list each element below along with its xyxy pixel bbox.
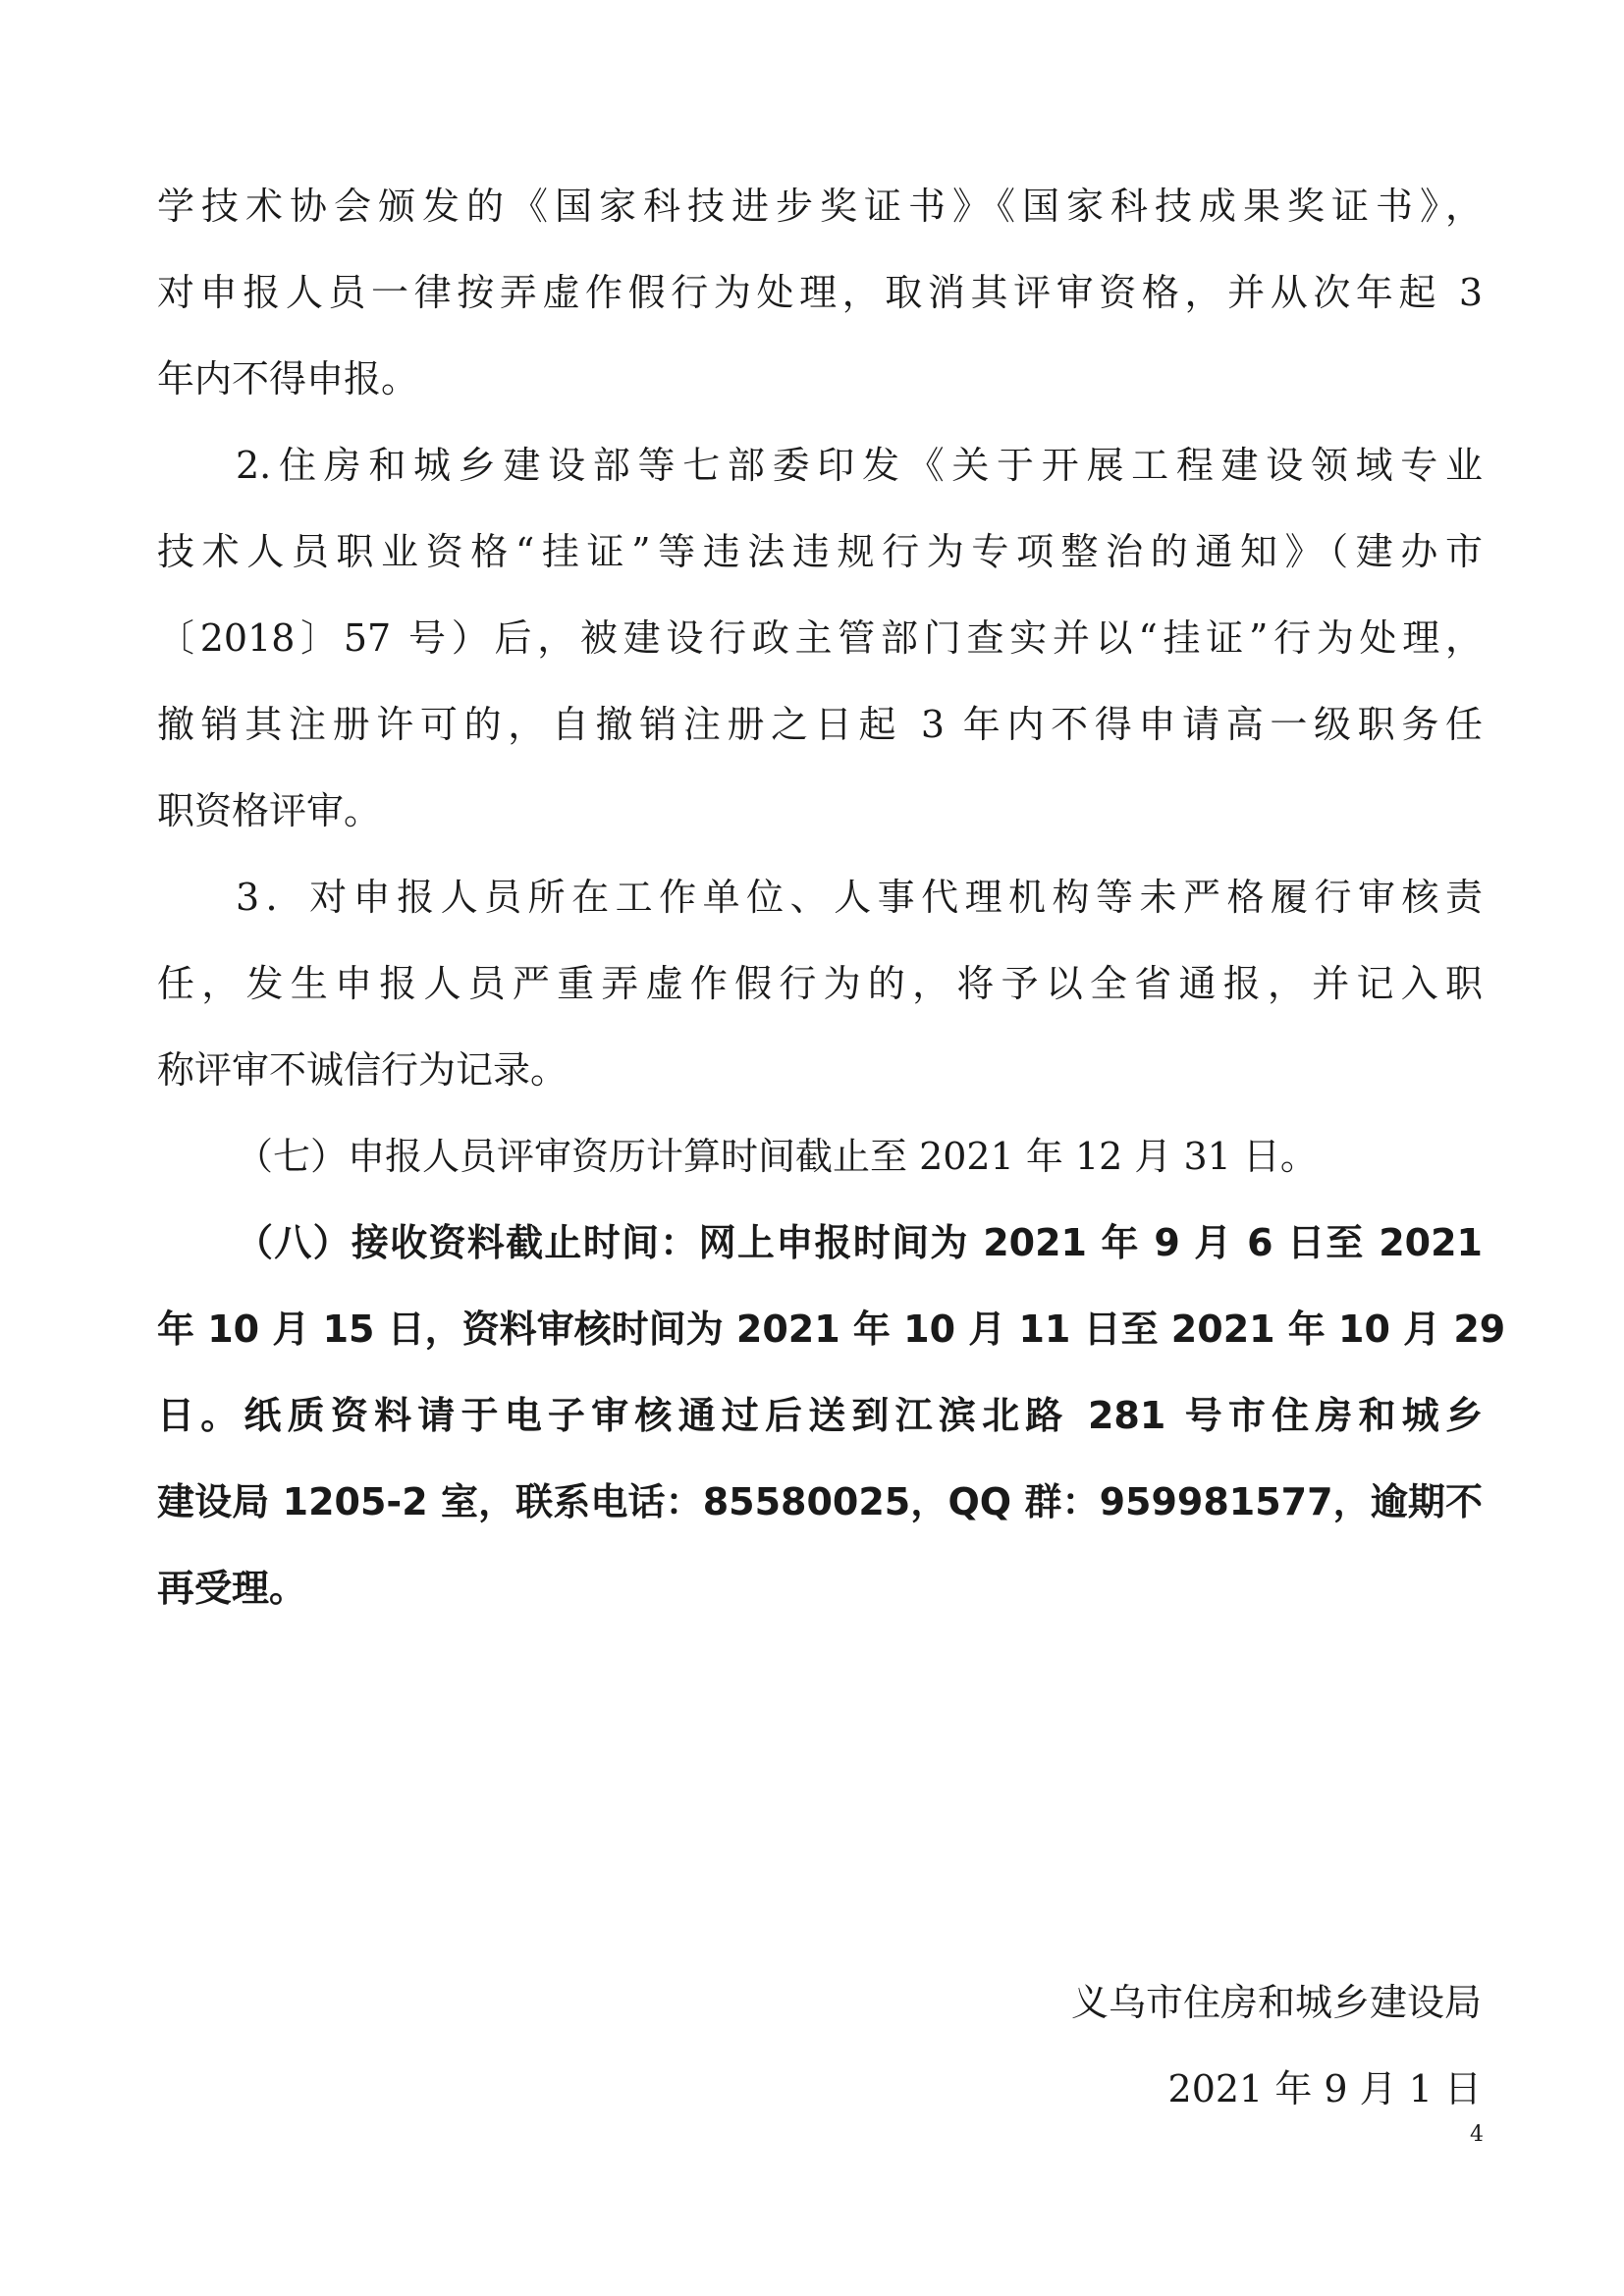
page-number: 4 — [1470, 2122, 1484, 2147]
paragraph-line: 〔2018〕57 号）后，被建设行政主管部门查实并以“挂证”行为处理， — [157, 616, 1483, 660]
paragraph-line: 学技术协会颁发的《国家科技进步奖证书》《国家科技成果奖证书》， — [157, 185, 1483, 228]
paragraph-line: 年内不得申报。 — [157, 357, 419, 400]
signature-date: 2021 年 9 月 1 日 — [1167, 2067, 1482, 2110]
paragraph-line-bold: （八）接收资料截止时间：网上申报时间为 2021 年 9 月 6 日至 2021 — [236, 1221, 1483, 1264]
paragraph-line: 2.住房和城乡建设部等七部委印发《关于开展工程建设领域专业 — [236, 444, 1483, 487]
paragraph-line-bold: 建设局 1205-2 室，联系电话：85580025，QQ 群：959981577，逾期不 — [157, 1480, 1483, 1523]
paragraph-line: 任，发生申报人员严重弄虚作假行为的，将予以全省通报，并记入职 — [157, 962, 1483, 1005]
paragraph-line: （七）申报人员评审资历计算时间截止至 2021 年 12 月 31 日。 — [236, 1135, 1318, 1178]
paragraph-line: 对申报人员一律按弄虚作假行为处理，取消其评审资格，并从次年起 3 — [157, 271, 1483, 314]
paragraph-line-bold: 再受理。 — [157, 1567, 307, 1610]
signature-org: 义乌市住房和城乡建设局 — [1070, 1981, 1482, 2024]
paragraph-line: 3．对申报人员所在工作单位、人事代理机构等未严格履行审核责 — [236, 876, 1483, 919]
paragraph-line: 撤销其注册许可的，自撤销注册之日起 3 年内不得申请高一级职务任 — [157, 703, 1483, 746]
paragraph-line: 职资格评审。 — [157, 789, 382, 832]
paragraph-line-bold: 年 10 月 15 日，资料审核时间为 2021 年 10 月 11 日至 2021 年 10 月 29 — [157, 1308, 1506, 1351]
paragraph-line-bold: 日。纸质资料请于电子审核通过后送到江滨北路 281 号市住房和城乡 — [157, 1394, 1483, 1437]
paragraph-line: 称评审不诚信行为记录。 — [157, 1048, 568, 1092]
paragraph-line: 技术人员职业资格“挂证”等违法违规行为专项整治的通知》（建办市 — [157, 530, 1483, 573]
